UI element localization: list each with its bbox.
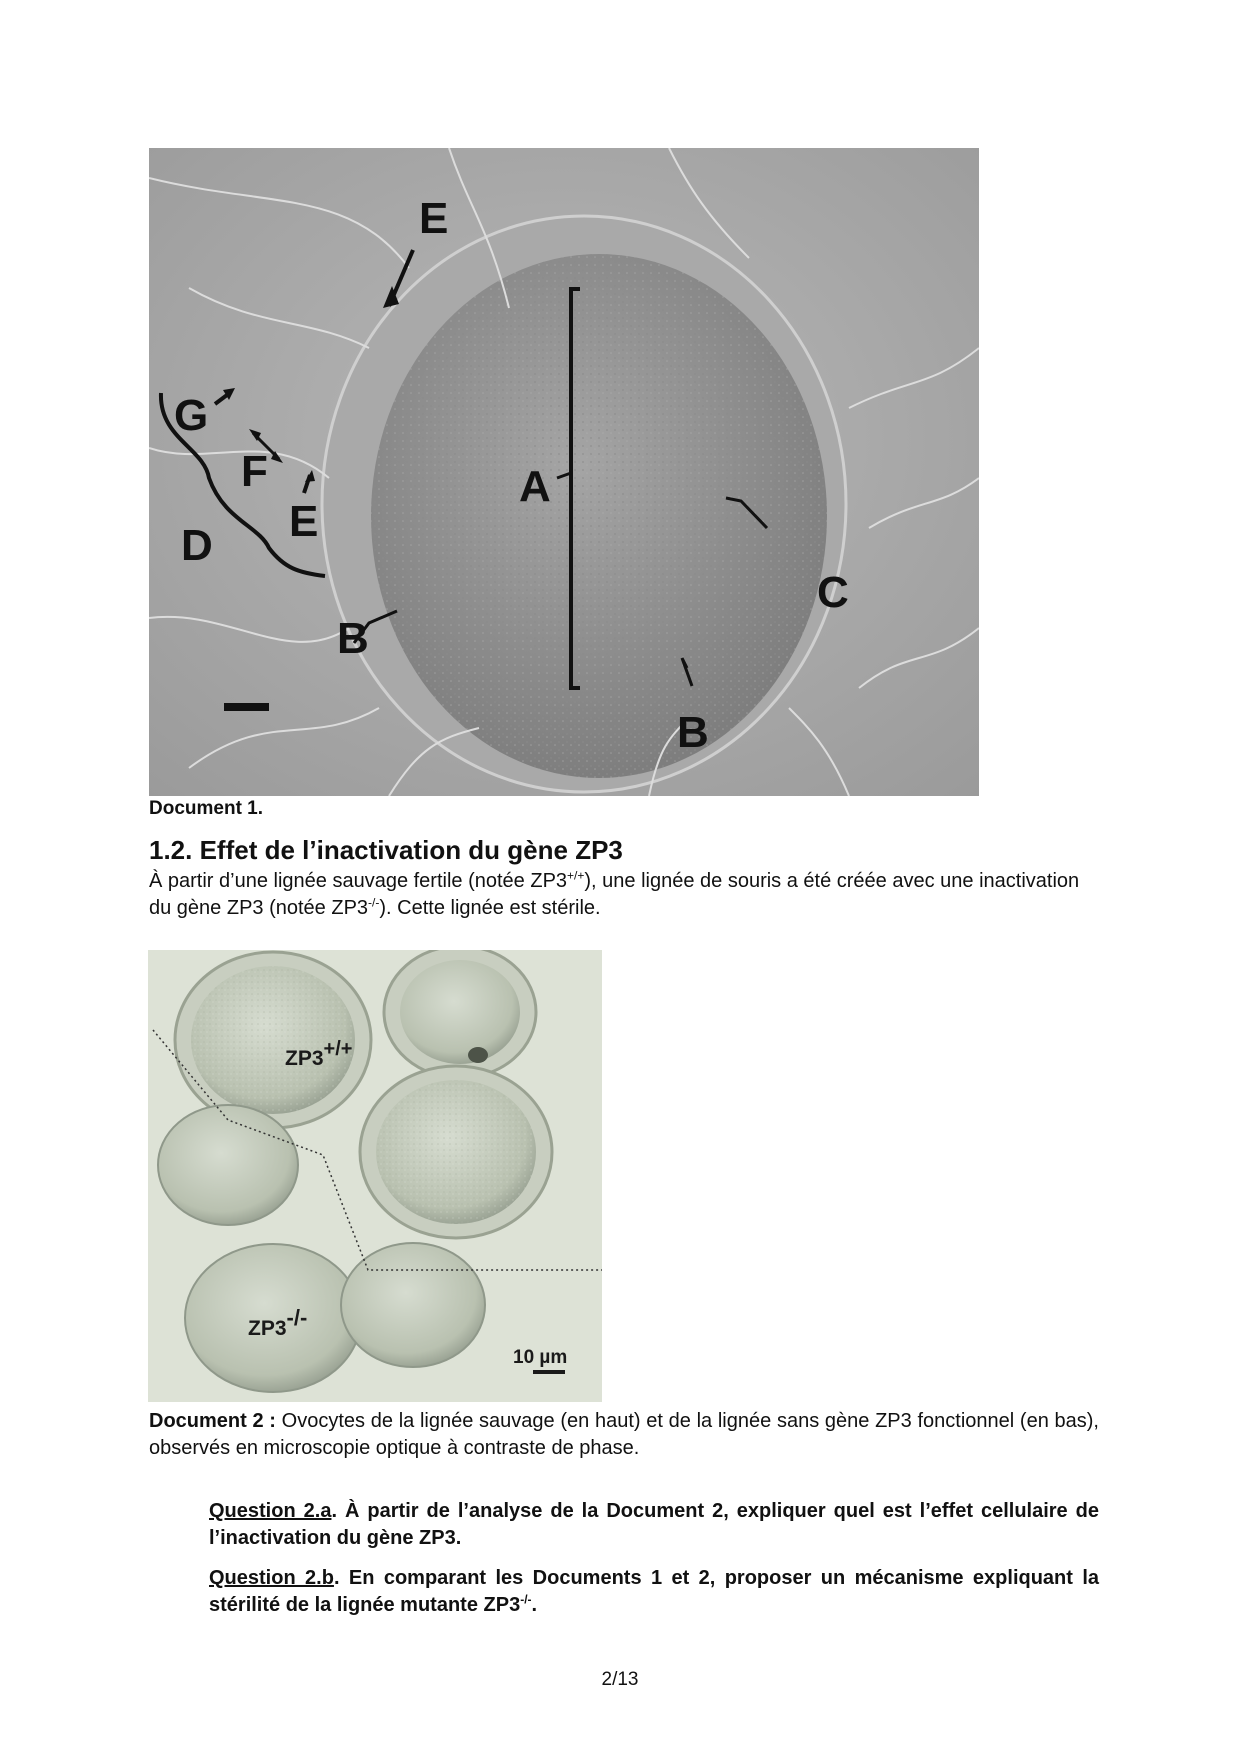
document2-caption <box>149 1408 1099 1462</box>
question-2a-text: . À partir de l’analyse de la Document 2, expliquer quel est l’effet cellulaire de l’inactivation du gène ZP3. <box>209 1500 1100 1549</box>
label-zp3-wild: ZP3 <box>285 1047 324 1070</box>
question-2b-sup: -/- <box>520 1592 532 1607</box>
label-c: C <box>817 568 849 617</box>
page-number: 2/13 <box>601 1669 639 1690</box>
intro-text-3: ). Cette lignée est stérile. <box>379 897 601 919</box>
question-2b-text: . En comparant les Documents 1 et 2, proposer un mécanisme expliquant la stérilité de la lignée mutante ZP3 <box>209 1567 1099 1616</box>
label-zp3-wild-sup: +/+ <box>323 1038 353 1060</box>
label-f: F <box>241 447 268 496</box>
label-a: A <box>519 462 551 511</box>
document2-caption-label: Document 2 : <box>149 1410 276 1432</box>
document2-caption-text: Ovocytes de la lignée sauvage (en haut) et de la lignée sans gène ZP3 fonctionnel (en bas), observés en microscopie optique à contraste de phase. <box>149 1410 1099 1459</box>
intro-sup-wild: +/+ <box>567 868 585 883</box>
question-2a <box>209 1498 1099 1552</box>
intro-sup-mutant: -/- <box>368 895 380 910</box>
question-2a-label: Question 2.a <box>209 1500 332 1522</box>
intro-text-2: ), une lignée de souris a été créée avec une inactivation du gène ZP3 (notée ZP3 <box>149 870 1080 919</box>
label-zp3-mutant-sup: -/- <box>286 1305 308 1330</box>
document1-caption: Document 1. <box>149 798 264 819</box>
label-e-top: E <box>419 194 449 243</box>
document2-micrograph <box>148 950 602 1402</box>
question-2b-label: Question 2.b <box>209 1567 334 1589</box>
question-2b <box>209 1565 1099 1619</box>
intro-paragraph <box>149 868 1099 922</box>
scale-label: 10 µm <box>513 1347 568 1368</box>
question-2b-end: . <box>531 1594 538 1616</box>
label-e-left: E <box>289 497 319 546</box>
label-b-bottom: B <box>677 708 709 757</box>
section-heading: 1.2. Effet de l’inactivation du gène ZP3 <box>149 835 623 865</box>
document1-micrograph <box>149 148 979 796</box>
label-g: G <box>174 391 209 440</box>
label-b-left: B <box>337 614 369 663</box>
label-d: D <box>181 521 213 570</box>
intro-text-1: À partir d’une lignée sauvage fertile (notée ZP3 <box>149 870 568 892</box>
label-zp3-mutant: ZP3 <box>248 1317 287 1340</box>
scale-bar <box>533 1370 565 1374</box>
